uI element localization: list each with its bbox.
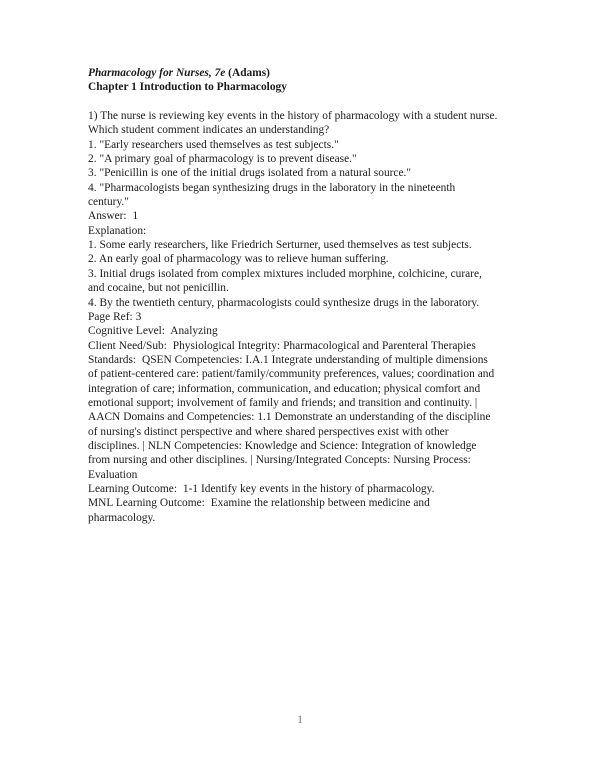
standards-line-5: AACN Domains and Competencies: 1.1 Demonstrate an understanding of the discipline [88, 411, 491, 424]
question-stem-line-2: Which student comment indicates an understanding? [88, 124, 330, 137]
question-option-3: 3. "Penicillin is one of the initial drugs isolated from a natural source." [88, 167, 412, 180]
explanation-item-2: 2. An early goal of pharmacology was to relieve human suffering. [88, 253, 389, 266]
standards-line-6: of nursing's distinct perspective and where shared perspectives exist with other [88, 425, 449, 438]
question-option-1: 1. "Early researchers used themselves as test subjects." [88, 138, 339, 151]
client-need: Client Need/Sub: Physiological Integrity: Pharmacological and Parenteral Therapies [88, 339, 476, 352]
page-ref: Page Ref: 3 [88, 310, 142, 323]
standards-line-9: Evaluation [88, 468, 138, 481]
book-title-line [88, 66, 512, 80]
book-title: Pharmacology for Nurses, 7e [88, 67, 226, 79]
mnl-learning-outcome-line-2: pharmacology. [88, 511, 156, 524]
chapter-title: Chapter 1 Introduction to Pharmacology [88, 81, 287, 94]
question-stem-line-1: 1) The nurse is reviewing key events in the history of pharmacology with a student nurse. [88, 110, 498, 123]
standards-line-7: disciplines. | NLN Competencies: Knowledge and Science: Integration of knowledge [88, 439, 477, 452]
question-option-2: 2. "A primary goal of pharmacology is to prevent disease." [88, 153, 357, 166]
header-spacer [88, 95, 512, 109]
book-author: (Adams) [225, 67, 270, 79]
question-option-4-continued: century." [88, 196, 129, 209]
page-number: 1 [297, 714, 303, 726]
standards-line-2: of patient-centered care: patient/family/community preferences, values; coordination and [88, 368, 495, 381]
mnl-learning-outcome-line-1: MNL Learning Outcome: Examine the relationship between medicine and [88, 497, 430, 510]
question-option-4: 4. "Pharmacologists began synthesizing drugs in the laboratory in the nineteenth [88, 181, 456, 194]
standards-line-8: from nursing and other disciplines. | Nursing/Integrated Concepts: Nursing Process: [88, 454, 471, 467]
standards-line-3: integration of care; information, communication, and education; physical comfort and [88, 382, 481, 395]
learning-outcome: Learning Outcome: 1-1 Identify key events in the history of pharmacology. [88, 482, 435, 495]
explanation-item-1: 1. Some early researchers, like Friedrich Serturner, used themselves as test subjects. [88, 239, 472, 252]
explanation-item-3: 3. Initial drugs isolated from complex mixtures included morphine, colchicine, curare, [88, 267, 482, 280]
standards-line-1: Standards: QSEN Competencies: I.A.1 Integrate understanding of multiple dimensions [88, 353, 488, 366]
explanation-label: Explanation: [88, 224, 147, 237]
answer-line: Answer: 1 [88, 210, 139, 223]
document-body [88, 66, 512, 525]
standards-line-4: emotional support; involvement of family and friends; and transition and continuity. | [88, 396, 478, 409]
explanation-item-4: 4. By the twentieth century, pharmacologists could synthesize drugs in the laboratory. [88, 296, 480, 309]
explanation-item-3-continued: and cocaine, but not penicillin. [88, 282, 229, 295]
cognitive-level: Cognitive Level: Analyzing [88, 325, 218, 338]
